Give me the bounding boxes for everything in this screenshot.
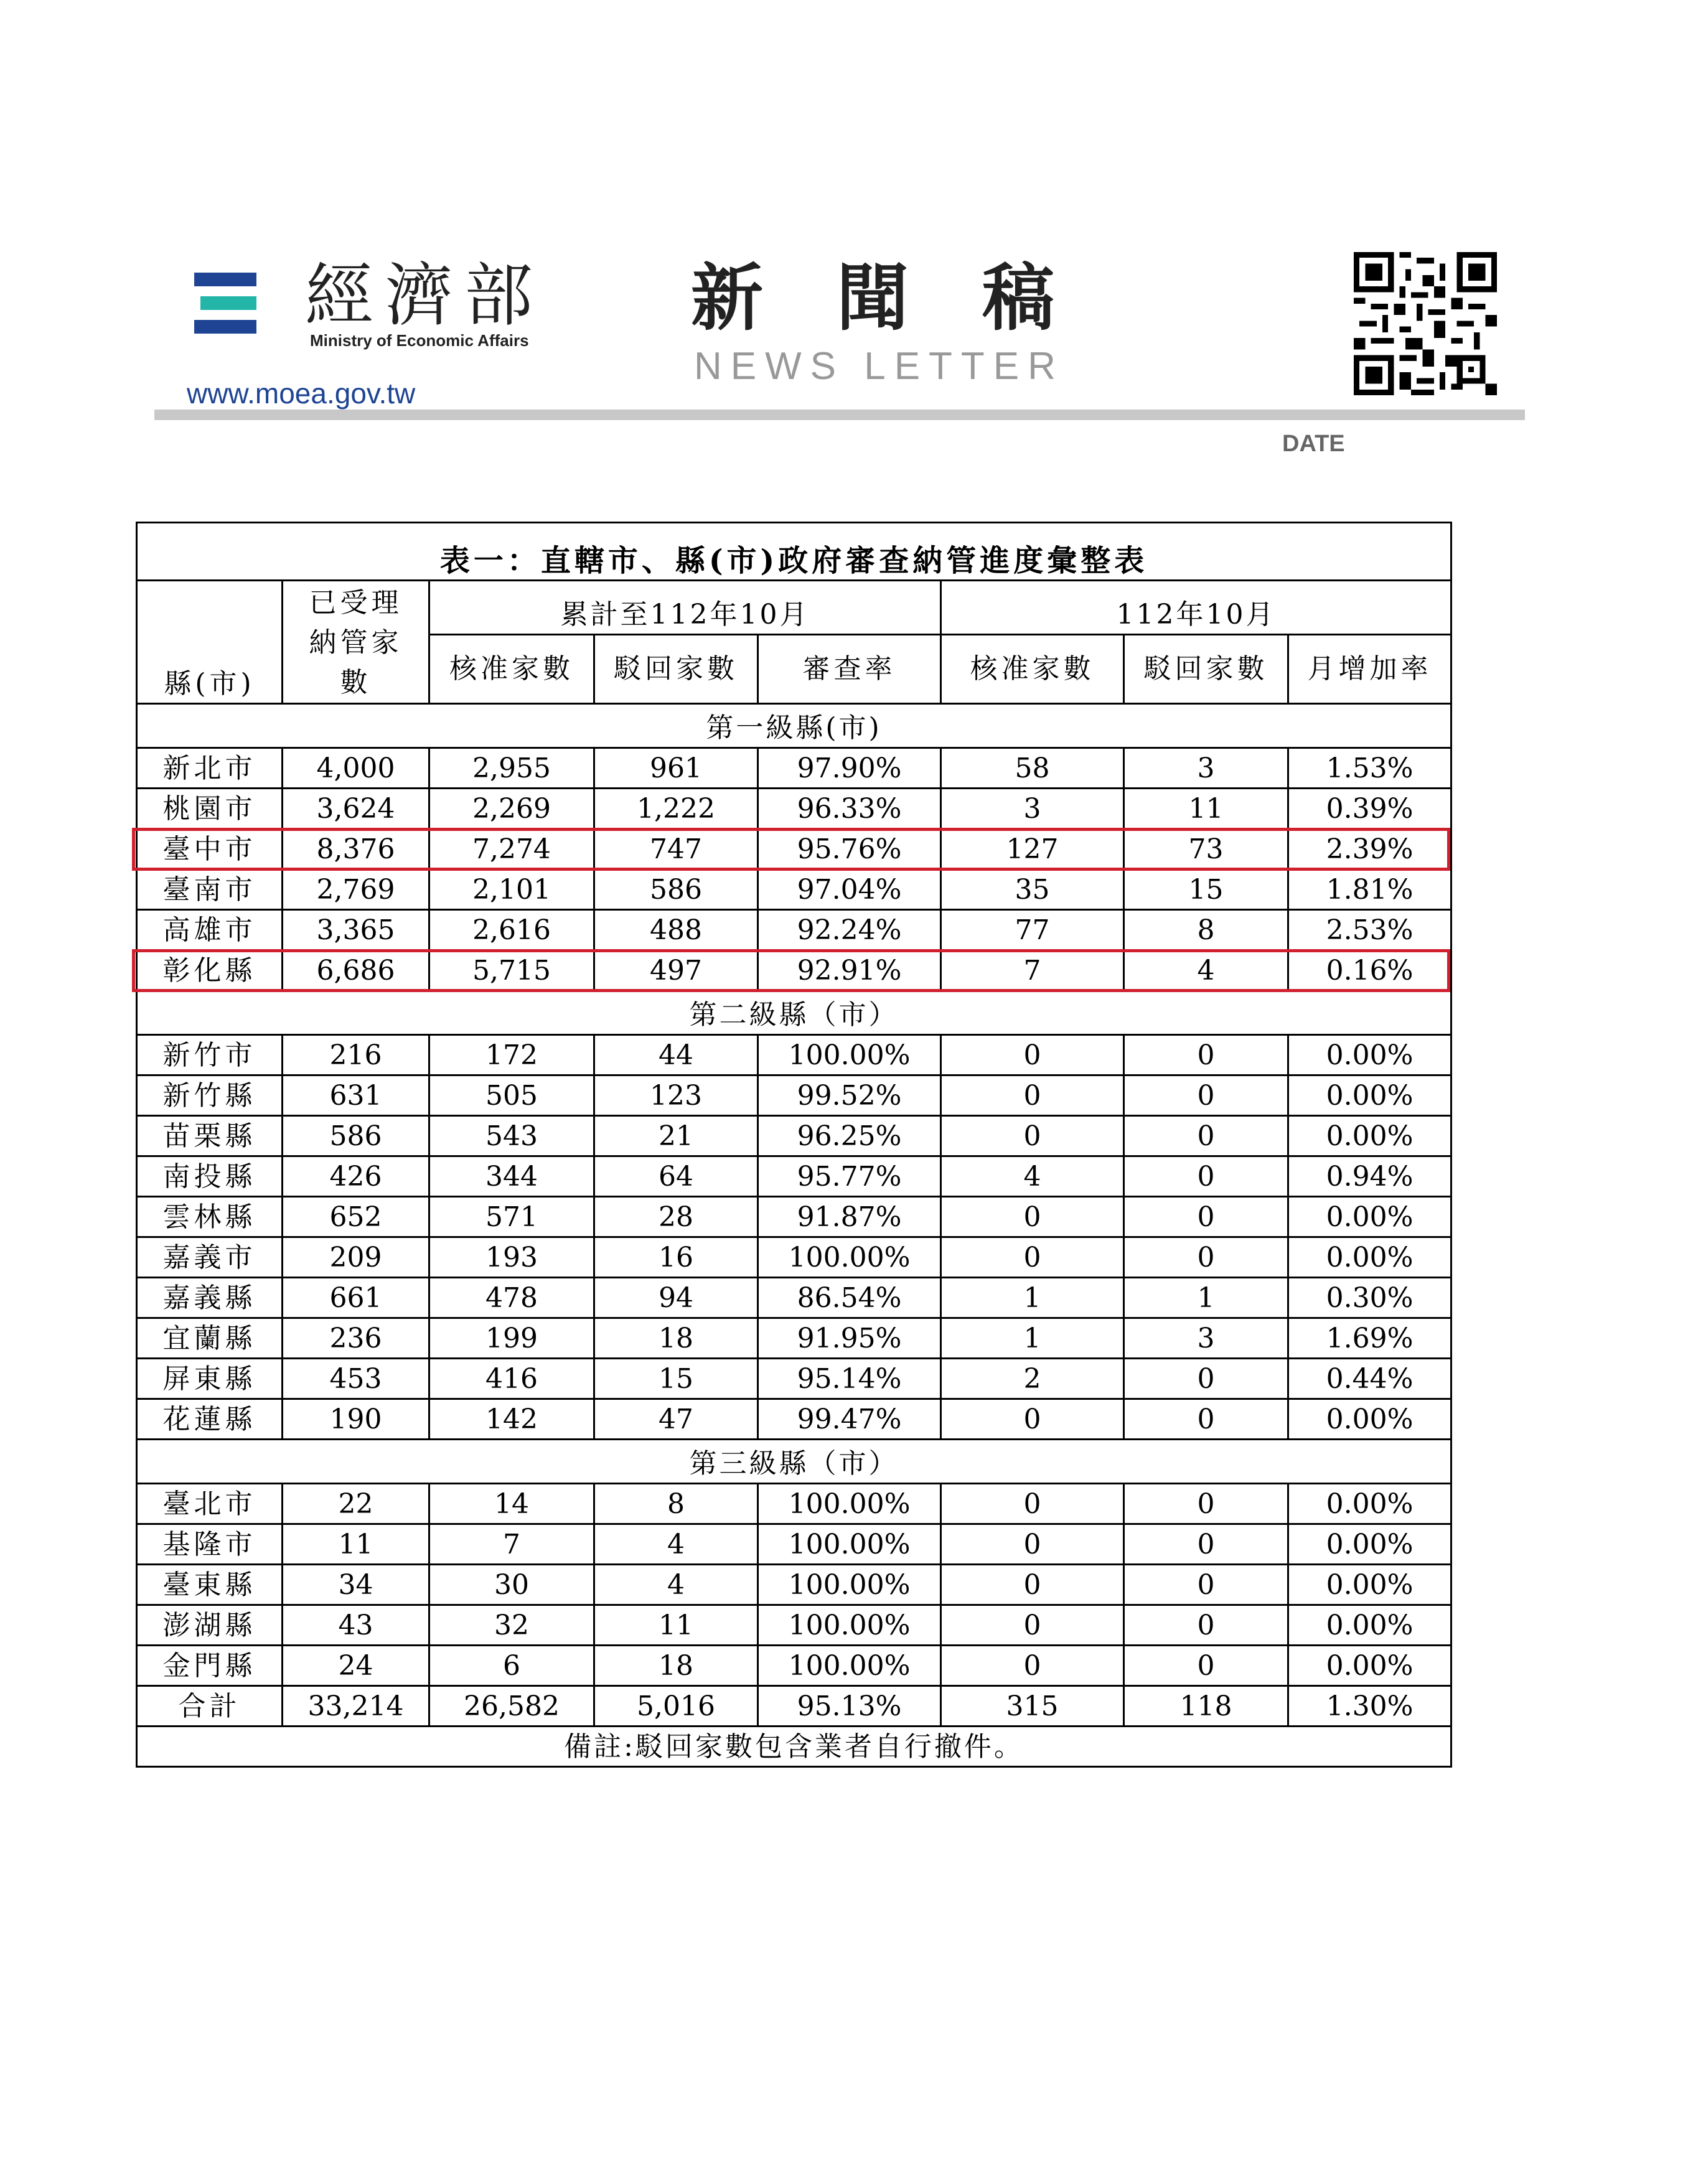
table-cell: 1.81% xyxy=(1288,869,1451,910)
table-cell: 100.00% xyxy=(758,1524,941,1565)
table-cell: 97.04% xyxy=(758,869,941,910)
table-row xyxy=(137,1116,1451,1156)
moea-logo-icon xyxy=(194,273,256,335)
table-cell: 18 xyxy=(594,1646,758,1686)
header-accepted: 已受理納管家數 xyxy=(283,581,429,704)
table-cell: 0 xyxy=(1124,1646,1288,1686)
table-cell: 3 xyxy=(1124,1318,1288,1359)
table-cell: 1 xyxy=(941,1278,1124,1318)
table-cell: 747 xyxy=(594,829,758,869)
ministry-name-en: Ministry of Economic Affairs xyxy=(310,331,529,350)
county-name: 新北市 xyxy=(137,748,283,789)
table-cell: 94 xyxy=(594,1278,758,1318)
table-cell: 8 xyxy=(594,1484,758,1524)
table-cell: 1.69% xyxy=(1288,1318,1451,1359)
table-cell: 0.00% xyxy=(1288,1484,1451,1524)
table-cell: 0 xyxy=(1124,1197,1288,1237)
table-cell: 95.76% xyxy=(758,829,941,869)
table-cell: 505 xyxy=(429,1076,594,1116)
subheader-1: 駁回家數 xyxy=(594,635,758,704)
table-cell: 344 xyxy=(429,1156,594,1197)
ministry-name-cn: 經濟部 xyxy=(305,256,544,335)
table-cell: 0 xyxy=(1124,1484,1288,1524)
table-cell: 0 xyxy=(941,1237,1124,1278)
table-row xyxy=(137,1565,1451,1605)
table-cell: 4 xyxy=(1124,950,1288,991)
table-row xyxy=(137,910,1451,950)
county-name: 臺南市 xyxy=(137,869,283,910)
table-cell: 32 xyxy=(429,1605,594,1646)
table-cell: 11 xyxy=(283,1524,429,1565)
table-cell: 6 xyxy=(429,1646,594,1686)
table-cell: 8 xyxy=(1124,910,1288,950)
table-cell: 0.00% xyxy=(1288,1076,1451,1116)
table-cell: 209 xyxy=(283,1237,429,1278)
table-row xyxy=(137,1076,1451,1116)
table-cell: 100.00% xyxy=(758,1646,941,1686)
table-cell: 571 xyxy=(429,1197,594,1237)
county-name: 宜蘭縣 xyxy=(137,1318,283,1359)
table-cell: 2 xyxy=(941,1359,1124,1399)
table-cell: 0.16% xyxy=(1288,950,1451,991)
table-cell: 64 xyxy=(594,1156,758,1197)
total-cell: 1.30% xyxy=(1288,1686,1451,1727)
table-cell: 0 xyxy=(941,1116,1124,1156)
section-label: 第三級縣（市） xyxy=(137,1440,1451,1484)
table-cell: 34 xyxy=(283,1565,429,1605)
table-cell: 91.95% xyxy=(758,1318,941,1359)
table-cell: 0 xyxy=(941,1605,1124,1646)
table-row xyxy=(137,950,1451,991)
table-cell: 14 xyxy=(429,1484,594,1524)
table-cell: 47 xyxy=(594,1399,758,1440)
table-cell: 3 xyxy=(941,789,1124,829)
table-cell: 426 xyxy=(283,1156,429,1197)
table-cell: 7 xyxy=(941,950,1124,991)
table-cell: 11 xyxy=(594,1605,758,1646)
site-url-link[interactable]: www.moea.gov.tw xyxy=(187,377,416,410)
county-name: 基隆市 xyxy=(137,1524,283,1565)
table-cell: 236 xyxy=(283,1318,429,1359)
table-cell: 77 xyxy=(941,910,1124,950)
table-cell: 0.00% xyxy=(1288,1524,1451,1565)
table-cell: 58 xyxy=(941,748,1124,789)
table-cell: 0 xyxy=(941,1565,1124,1605)
table-row xyxy=(137,829,1451,869)
table-cell: 586 xyxy=(283,1116,429,1156)
county-name: 臺北市 xyxy=(137,1484,283,1524)
county-name: 嘉義市 xyxy=(137,1237,283,1278)
table-cell: 0.00% xyxy=(1288,1197,1451,1237)
total-cell: 33,214 xyxy=(283,1686,429,1727)
table-cell: 1 xyxy=(1124,1278,1288,1318)
table-cell: 543 xyxy=(429,1116,594,1156)
subheader-0: 核准家數 xyxy=(429,635,594,704)
total-cell: 5,016 xyxy=(594,1686,758,1727)
table-cell: 97.90% xyxy=(758,748,941,789)
table-title: 表一：直轄市、縣(市)政府審查納管進度彙整表 xyxy=(137,523,1451,581)
county-name: 新竹縣 xyxy=(137,1076,283,1116)
table-cell: 0 xyxy=(1124,1035,1288,1076)
total-label: 合計 xyxy=(137,1686,283,1727)
table-row xyxy=(137,1278,1451,1318)
county-name: 雲林縣 xyxy=(137,1197,283,1237)
table-cell: 0 xyxy=(941,1076,1124,1116)
table-cell: 0.00% xyxy=(1288,1237,1451,1278)
table-cell: 0.39% xyxy=(1288,789,1451,829)
table-cell: 7 xyxy=(429,1524,594,1565)
table-row xyxy=(137,1035,1451,1076)
table-cell: 661 xyxy=(283,1278,429,1318)
subheader-4: 駁回家數 xyxy=(1124,635,1288,704)
table-row xyxy=(137,789,1451,829)
county-name: 南投縣 xyxy=(137,1156,283,1197)
county-name: 桃園市 xyxy=(137,789,283,829)
table-cell: 100.00% xyxy=(758,1237,941,1278)
table-cell: 0 xyxy=(941,1035,1124,1076)
table-cell: 24 xyxy=(283,1646,429,1686)
table-row xyxy=(137,869,1451,910)
table-cell: 2,769 xyxy=(283,869,429,910)
county-name: 臺東縣 xyxy=(137,1565,283,1605)
news-title-en: NEWS LETTER xyxy=(694,345,1064,388)
table-cell: 199 xyxy=(429,1318,594,1359)
table-row xyxy=(137,1524,1451,1565)
table-cell: 18 xyxy=(594,1318,758,1359)
table-cell: 172 xyxy=(429,1035,594,1076)
table-cell: 1 xyxy=(941,1318,1124,1359)
table-row xyxy=(137,1197,1451,1237)
table-cell: 0 xyxy=(1124,1076,1288,1116)
table-cell: 4 xyxy=(594,1524,758,1565)
table-row xyxy=(137,1237,1451,1278)
table-cell: 0 xyxy=(1124,1565,1288,1605)
county-name: 金門縣 xyxy=(137,1646,283,1686)
table-cell: 488 xyxy=(594,910,758,950)
table-cell: 4 xyxy=(941,1156,1124,1197)
table-cell: 0 xyxy=(941,1646,1124,1686)
table-cell: 92.91% xyxy=(758,950,941,991)
table-cell: 0 xyxy=(941,1399,1124,1440)
table-cell: 92.24% xyxy=(758,910,941,950)
table-cell: 4,000 xyxy=(283,748,429,789)
table-note: 備註:駁回家數包含業者自行撤件。 xyxy=(137,1727,1451,1767)
section-label: 第二級縣（市） xyxy=(137,991,1451,1035)
table-cell: 16 xyxy=(594,1237,758,1278)
county-name: 澎湖縣 xyxy=(137,1605,283,1646)
table-cell: 100.00% xyxy=(758,1605,941,1646)
table-row xyxy=(137,1399,1451,1440)
table-cell: 0.30% xyxy=(1288,1278,1451,1318)
table-cell: 95.77% xyxy=(758,1156,941,1197)
table-cell: 586 xyxy=(594,869,758,910)
table-cell: 2.39% xyxy=(1288,829,1451,869)
table-cell: 100.00% xyxy=(758,1484,941,1524)
table-cell: 0 xyxy=(1124,1156,1288,1197)
table-row xyxy=(137,1359,1451,1399)
total-cell: 118 xyxy=(1124,1686,1288,1727)
qr-code-icon xyxy=(1354,252,1497,395)
table-cell: 99.52% xyxy=(758,1076,941,1116)
county-name: 高雄市 xyxy=(137,910,283,950)
table-cell: 3,624 xyxy=(283,789,429,829)
table-cell: 73 xyxy=(1124,829,1288,869)
county-name: 嘉義縣 xyxy=(137,1278,283,1318)
page-header xyxy=(0,0,1688,473)
table-cell: 216 xyxy=(283,1035,429,1076)
table-cell: 0.00% xyxy=(1288,1646,1451,1686)
county-name: 花蓮縣 xyxy=(137,1399,283,1440)
table-cell: 0.00% xyxy=(1288,1605,1451,1646)
table-cell: 95.14% xyxy=(758,1359,941,1399)
table-cell: 99.47% xyxy=(758,1399,941,1440)
table-cell: 0.00% xyxy=(1288,1116,1451,1156)
table-cell: 190 xyxy=(283,1399,429,1440)
table-cell: 3,365 xyxy=(283,910,429,950)
table-cell: 100.00% xyxy=(758,1035,941,1076)
total-row xyxy=(137,1686,1451,1727)
table-cell: 0 xyxy=(1124,1359,1288,1399)
table-cell: 22 xyxy=(283,1484,429,1524)
table-cell: 7,274 xyxy=(429,829,594,869)
table-cell: 11 xyxy=(1124,789,1288,829)
table-cell: 497 xyxy=(594,950,758,991)
table-cell: 44 xyxy=(594,1035,758,1076)
total-cell: 95.13% xyxy=(758,1686,941,1727)
header-divider xyxy=(154,410,1525,420)
table-cell: 86.54% xyxy=(758,1278,941,1318)
table-cell: 21 xyxy=(594,1116,758,1156)
table-cell: 631 xyxy=(283,1076,429,1116)
table-cell: 0 xyxy=(941,1484,1124,1524)
news-title-cn: 新聞稿 xyxy=(691,256,1128,340)
date-label: DATE xyxy=(1282,431,1345,457)
table-cell: 100.00% xyxy=(758,1565,941,1605)
county-name: 苗栗縣 xyxy=(137,1116,283,1156)
table-cell: 0 xyxy=(1124,1524,1288,1565)
table-cell: 5,715 xyxy=(429,950,594,991)
county-name: 臺中市 xyxy=(137,829,283,869)
table-cell: 35 xyxy=(941,869,1124,910)
table-cell: 0.00% xyxy=(1288,1399,1451,1440)
table-cell: 193 xyxy=(429,1237,594,1278)
table-cell: 2.53% xyxy=(1288,910,1451,950)
table-cell: 2,616 xyxy=(429,910,594,950)
table-cell: 91.87% xyxy=(758,1197,941,1237)
table-cell: 96.33% xyxy=(758,789,941,829)
review-progress-table xyxy=(136,522,1452,1768)
table-cell: 8,376 xyxy=(283,829,429,869)
table-cell: 15 xyxy=(1124,869,1288,910)
table-row xyxy=(137,1156,1451,1197)
table-cell: 0.00% xyxy=(1288,1565,1451,1605)
table-cell: 0 xyxy=(1124,1116,1288,1156)
table-cell: 1,222 xyxy=(594,789,758,829)
table-cell: 652 xyxy=(283,1197,429,1237)
table-cell: 28 xyxy=(594,1197,758,1237)
table-cell: 0 xyxy=(941,1524,1124,1565)
table-cell: 3 xyxy=(1124,748,1288,789)
county-name: 彰化縣 xyxy=(137,950,283,991)
table-cell: 127 xyxy=(941,829,1124,869)
table-cell: 2,269 xyxy=(429,789,594,829)
subheader-3: 核准家數 xyxy=(941,635,1124,704)
table-cell: 0.44% xyxy=(1288,1359,1451,1399)
table-cell: 123 xyxy=(594,1076,758,1116)
header-county: 縣(市) xyxy=(137,581,283,704)
table-cell: 416 xyxy=(429,1359,594,1399)
table-cell: 96.25% xyxy=(758,1116,941,1156)
table-row xyxy=(137,1318,1451,1359)
table-cell: 2,101 xyxy=(429,869,594,910)
table-cell: 2,955 xyxy=(429,748,594,789)
county-name: 屏東縣 xyxy=(137,1359,283,1399)
total-cell: 26,582 xyxy=(429,1686,594,1727)
header-group-cumulative: 累計至112年10月 xyxy=(429,581,941,635)
table-cell: 961 xyxy=(594,748,758,789)
table-row xyxy=(137,1605,1451,1646)
table-cell: 15 xyxy=(594,1359,758,1399)
county-name: 新竹市 xyxy=(137,1035,283,1076)
table-cell: 0.94% xyxy=(1288,1156,1451,1197)
table-cell: 43 xyxy=(283,1605,429,1646)
table-row xyxy=(137,1646,1451,1686)
table-cell: 0.00% xyxy=(1288,1035,1451,1076)
table-cell: 478 xyxy=(429,1278,594,1318)
section-label: 第一級縣(市) xyxy=(137,704,1451,748)
table-cell: 0 xyxy=(941,1197,1124,1237)
table-row xyxy=(137,1484,1451,1524)
table-cell: 4 xyxy=(594,1565,758,1605)
total-cell: 315 xyxy=(941,1686,1124,1727)
table-cell: 0 xyxy=(1124,1237,1288,1278)
subheader-5: 月增加率 xyxy=(1288,635,1451,704)
table-cell: 453 xyxy=(283,1359,429,1399)
table-cell: 0 xyxy=(1124,1605,1288,1646)
table-cell: 142 xyxy=(429,1399,594,1440)
table-row xyxy=(137,748,1451,789)
table-cell: 30 xyxy=(429,1565,594,1605)
subheader-2: 審查率 xyxy=(758,635,941,704)
table-cell: 0 xyxy=(1124,1399,1288,1440)
header-group-month: 112年10月 xyxy=(941,581,1451,635)
table-cell: 6,686 xyxy=(283,950,429,991)
table-cell: 1.53% xyxy=(1288,748,1451,789)
